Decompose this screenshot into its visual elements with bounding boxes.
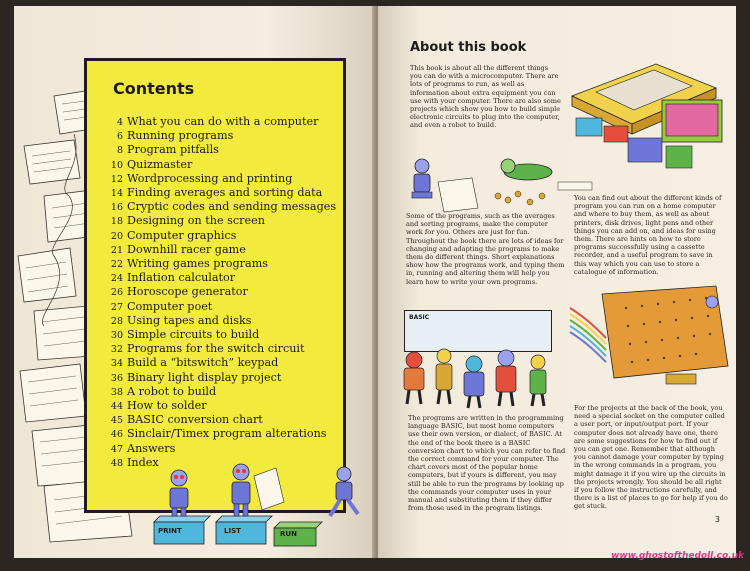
robots-command-blocks-illustration <box>144 452 372 556</box>
block-label-run: RUN <box>280 530 297 538</box>
watermark: www.ghostofthedoll.co.uk <box>611 551 744 561</box>
table-of-contents <box>105 115 336 470</box>
toc-item[interactable]: 18 Designing on the screen <box>110 214 265 228</box>
toc-item[interactable]: 14 Finding averages and sorting data <box>110 186 323 200</box>
toc-item[interactable]: 34 Build a “bitswitch” keypad <box>110 356 279 370</box>
page-number: 3 <box>714 515 720 524</box>
toc-item[interactable]: 10 Quizmaster <box>110 157 193 171</box>
right-page <box>378 6 736 558</box>
left-page <box>14 6 376 558</box>
toc-item[interactable]: 24 Inflation calculator <box>110 271 236 285</box>
about-title: About this book <box>410 40 527 55</box>
circuit-board-illustration <box>566 278 734 396</box>
toc-item[interactable]: 28 Using tapes and disks <box>110 313 252 327</box>
basic-paragraph: The programs are written in the programming language BASIC, but most home computers use their own version, or dialect, of BASIC. At the end of the book there is a BASIC conversion chart to which you can refer to find the correct command for your computer. The chart covers most of the popular home computers, but if yours is different, you may still be able to run the programs by looking up the commands your computer uses in your manual and substituting them if they differ from those used in the program listings. <box>408 414 566 513</box>
toc-item[interactable]: 21 Downhill racer game <box>110 242 246 256</box>
contents-title: Contents <box>113 79 195 98</box>
block-label-print: PRINT <box>158 527 182 535</box>
programs-paragraph: Some of the programs, such as the averages and sorting programs, make the computer work for you. Others are just for fun. Throughout the book there are lots of ideas for changing and adapting the programs to make them do different things. Short explanations show how the programs work, and typing them in, running and altering them will help you learn how to write your own programs. <box>406 212 565 286</box>
toc-item[interactable]: 48 Index <box>110 455 159 469</box>
toc-item[interactable]: 4 What you can do with a computer <box>116 115 319 128</box>
toc-item[interactable]: 30 Simple circuits to build <box>110 328 260 342</box>
basic-chart-label: BASIC <box>409 314 430 321</box>
toc-item[interactable]: 22 Writing games programs <box>110 257 269 271</box>
toc-item[interactable]: 8 Program pitfalls <box>116 143 219 157</box>
toc-item[interactable]: 44 How to solder <box>110 399 207 413</box>
toc-item[interactable]: 27 Computer poet <box>110 299 213 313</box>
toc-item[interactable]: 36 Binary light display project <box>110 370 282 384</box>
basic-robots-illustration <box>396 338 566 418</box>
toc-item[interactable]: 12 Wordprocessing and printing <box>110 171 293 185</box>
toc-item[interactable]: 45 BASIC conversion chart <box>110 413 263 427</box>
intro-paragraph: This book is about all the different things you can do with a microcomputer. There are lots of programs to run, as well as information about extra equipment you can use with your computer. There are also some projects which show you how to build simple electronic circuits to plug into the computer, and even a robot to build. <box>410 64 561 130</box>
open-book <box>14 6 740 566</box>
toc-item[interactable]: 38 A robot to build <box>110 384 217 398</box>
toc-item[interactable]: 6 Running programs <box>116 129 234 143</box>
toc-item[interactable]: 20 Computer graphics <box>110 228 237 242</box>
toc-item[interactable]: 46 Sinclair/Timex program alterations <box>110 427 327 441</box>
toc-item[interactable]: 47 Answers <box>110 441 176 455</box>
projects-paragraph: For the projects at the back of the book, you need a special socket on the computer called a user port, or input/output port. If your computer does not already have one, there are some suggestions for how to find out if you can get one. Remember that although you cannot damage your computer by typing in the wrong commands in a program, you might damage it if you wire up the circuits in the projects wrongly. You should be all right if you follow the instructions carefully, and there is a list of places to go for help if you do get stuck. <box>574 404 728 511</box>
toc-item[interactable]: 32 Programs for the switch circuit <box>110 342 305 356</box>
contents-box <box>84 58 346 513</box>
toc-item[interactable]: 16 Cryptic codes and sending messages <box>110 200 337 214</box>
equipment-paragraph: You can find out about the different kinds of program you can run on a home computer and where to buy them, as well as about printers, disk drives, light pens and other things you can add on, and ideas for using them. There are hints on how to store programs successfully using a cassette recorder, and a useful program to save in this way which you can use to store a catalogue of information. <box>574 194 722 276</box>
toc-item[interactable]: 26 Horoscope generator <box>110 285 248 299</box>
block-label-list: LIST <box>224 527 241 535</box>
